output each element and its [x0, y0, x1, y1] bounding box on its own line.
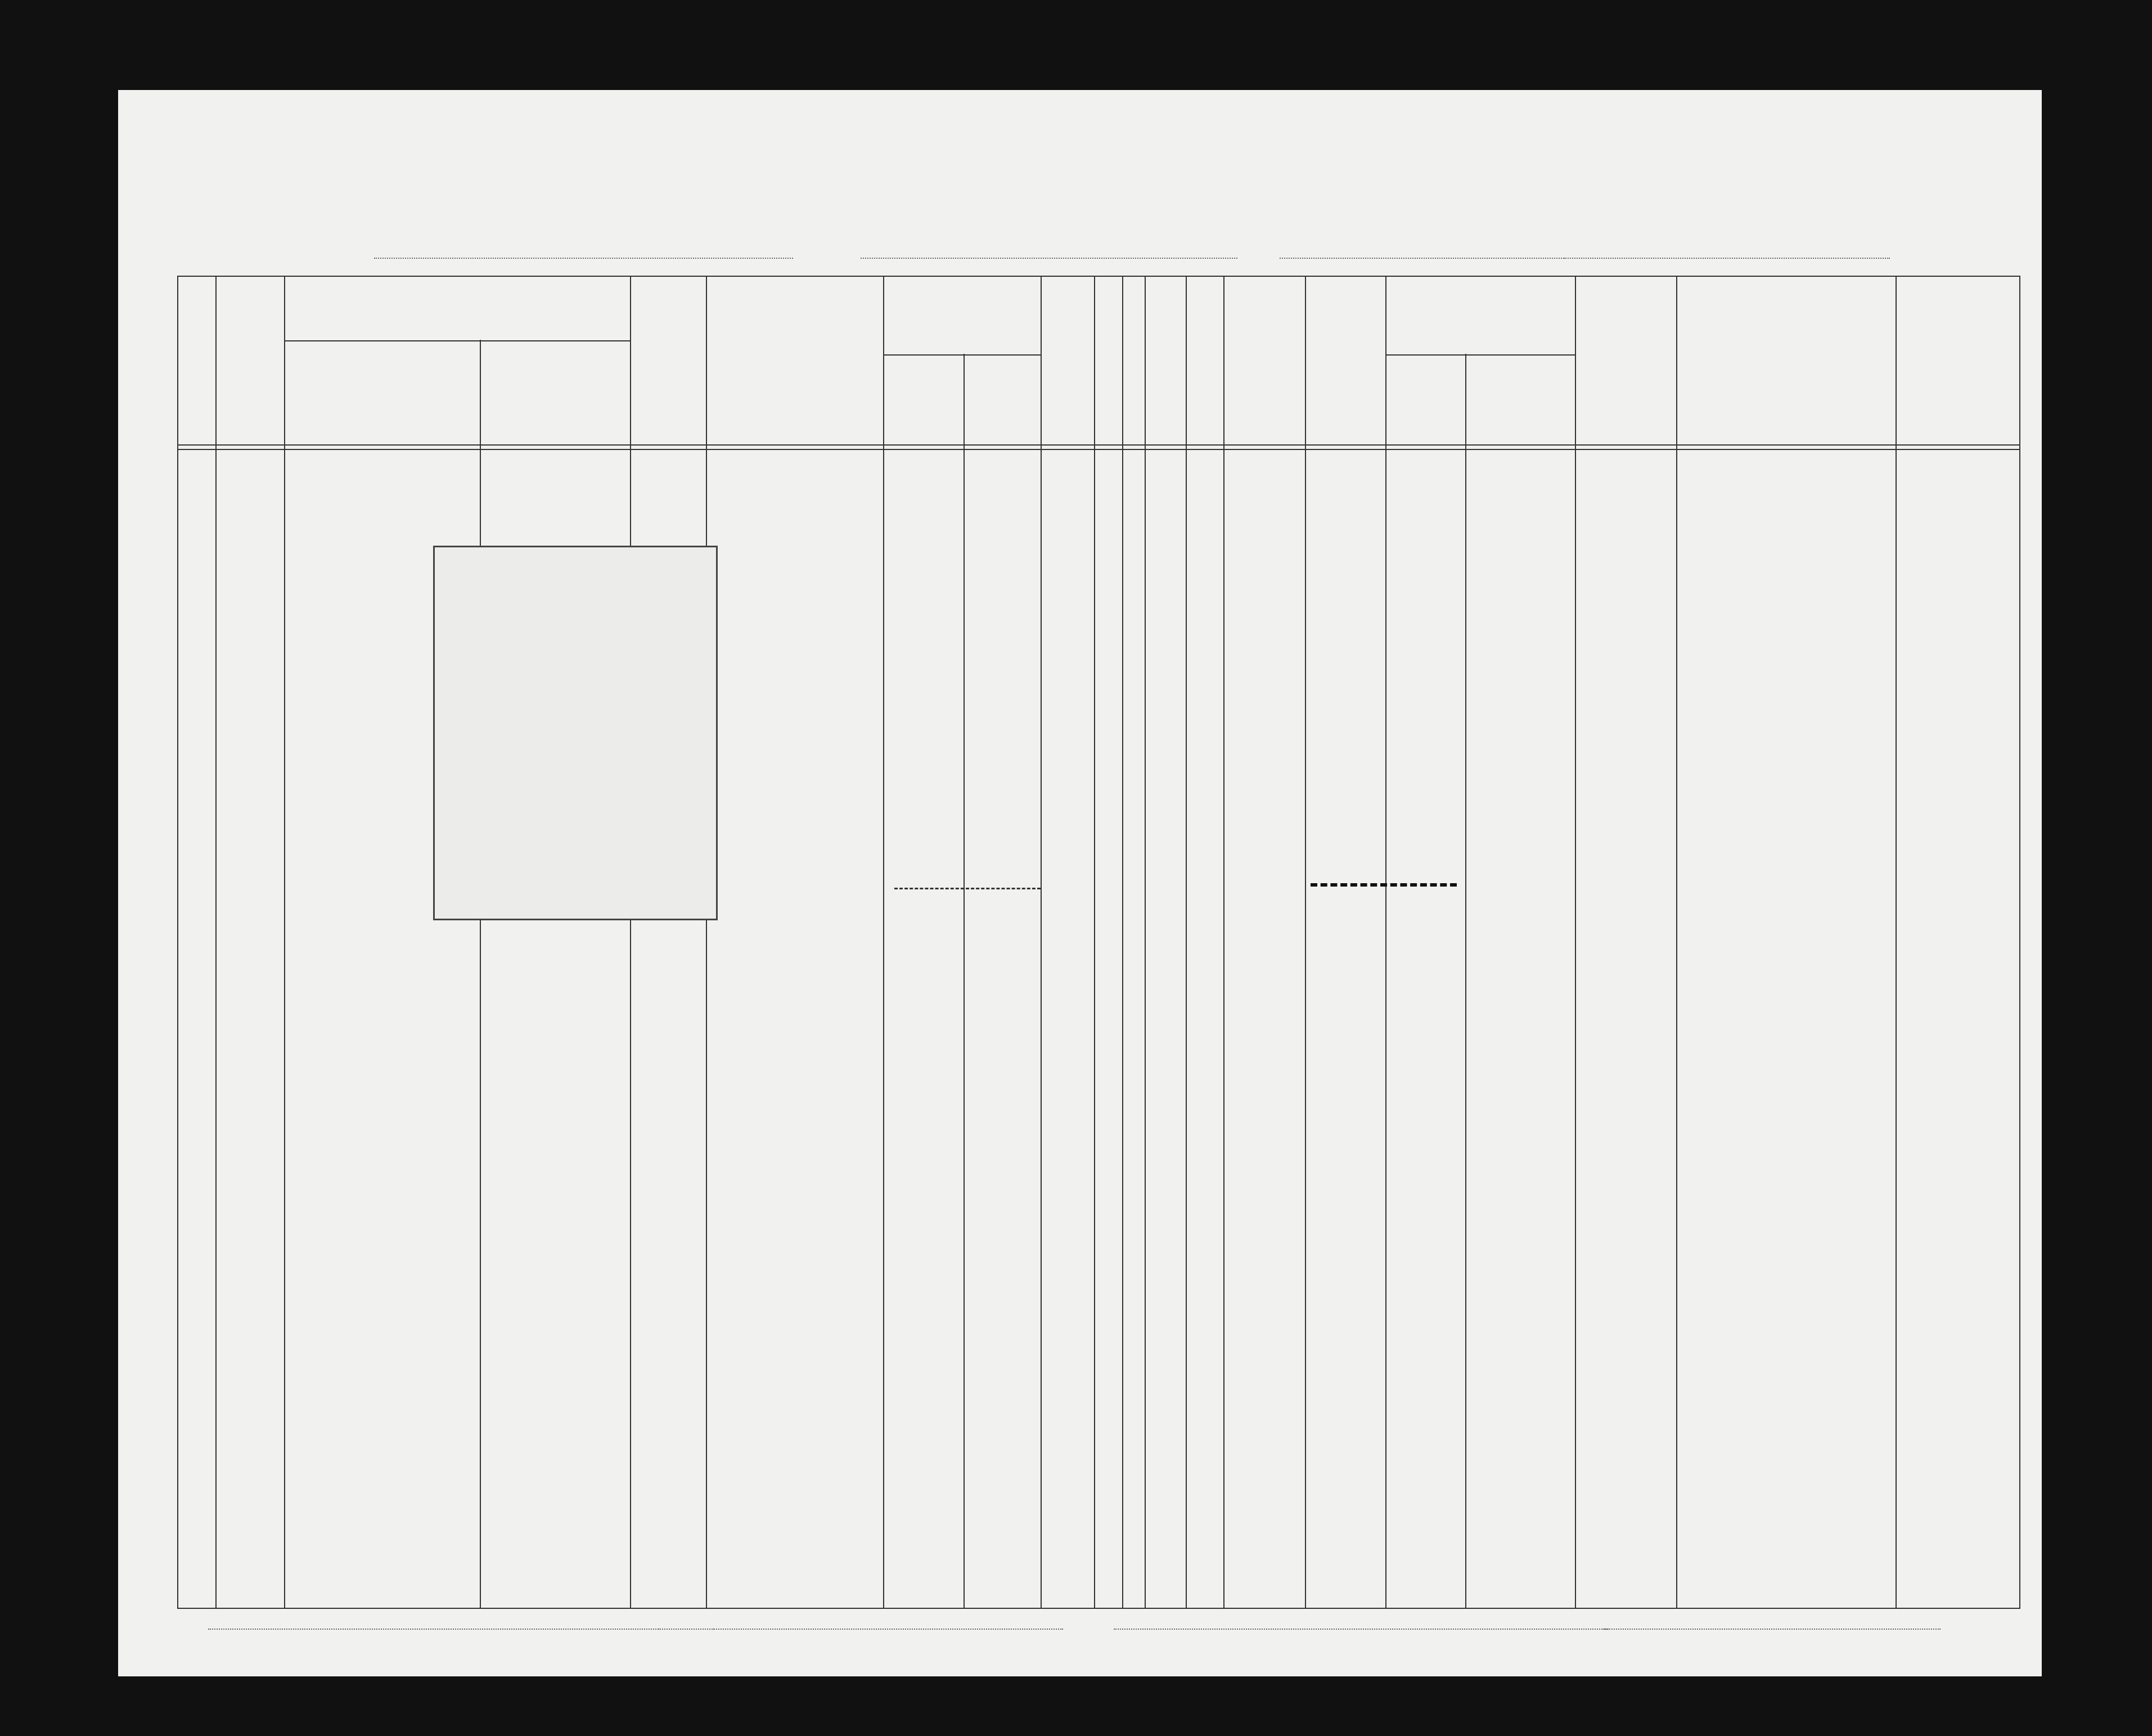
- column-divider: [706, 276, 707, 1609]
- header-divider: [177, 444, 2019, 446]
- column-divider: [1896, 276, 1897, 1609]
- column-divider: [2019, 276, 2020, 1609]
- column-divider: [1575, 276, 1576, 1609]
- column-divider: [1041, 276, 1042, 1609]
- column-divider: [1145, 276, 1146, 1609]
- subheader-divider: [1385, 354, 1575, 356]
- footer-officer-underline: [1603, 1629, 1941, 1630]
- dash-mark: [1311, 883, 1457, 887]
- table-top-border: [177, 276, 2019, 277]
- footer-owners-underline: [658, 1629, 1063, 1630]
- column-divider: [1676, 276, 1677, 1609]
- crew-table: [177, 276, 2019, 1609]
- column-divider: [630, 276, 631, 1609]
- column-divider: [1094, 276, 1095, 1609]
- column-divider: [1385, 276, 1386, 1609]
- table-bottom-border: [177, 1608, 2019, 1609]
- column-divider: [1465, 276, 1466, 1609]
- visa-stamp: [433, 546, 718, 920]
- subheader-divider: [883, 354, 1041, 356]
- column-divider: [1122, 276, 1123, 1609]
- header-mask: [963, 277, 965, 354]
- column-divider: [284, 276, 285, 1609]
- column-divider: [215, 276, 217, 1609]
- header-divider: [177, 449, 2019, 450]
- date-underline: [1564, 258, 1890, 259]
- manifest-sheet: [118, 90, 2042, 1676]
- dash-mark: [894, 888, 1041, 889]
- footer-agents-underline: [1114, 1629, 1609, 1630]
- column-divider: [480, 276, 481, 1609]
- column-divider: [883, 276, 884, 1609]
- header-mask: [479, 277, 481, 340]
- header-mask: [1465, 277, 1467, 354]
- port-underline: [861, 258, 1237, 259]
- subheader-divider: [284, 340, 630, 341]
- footer-line-underline: [208, 1629, 714, 1630]
- column-divider: [964, 276, 965, 1609]
- column-divider: [1305, 276, 1306, 1609]
- column-divider: [177, 276, 178, 1609]
- vessel-underline: [374, 258, 793, 259]
- column-divider: [1223, 276, 1224, 1609]
- column-divider: [1186, 276, 1187, 1609]
